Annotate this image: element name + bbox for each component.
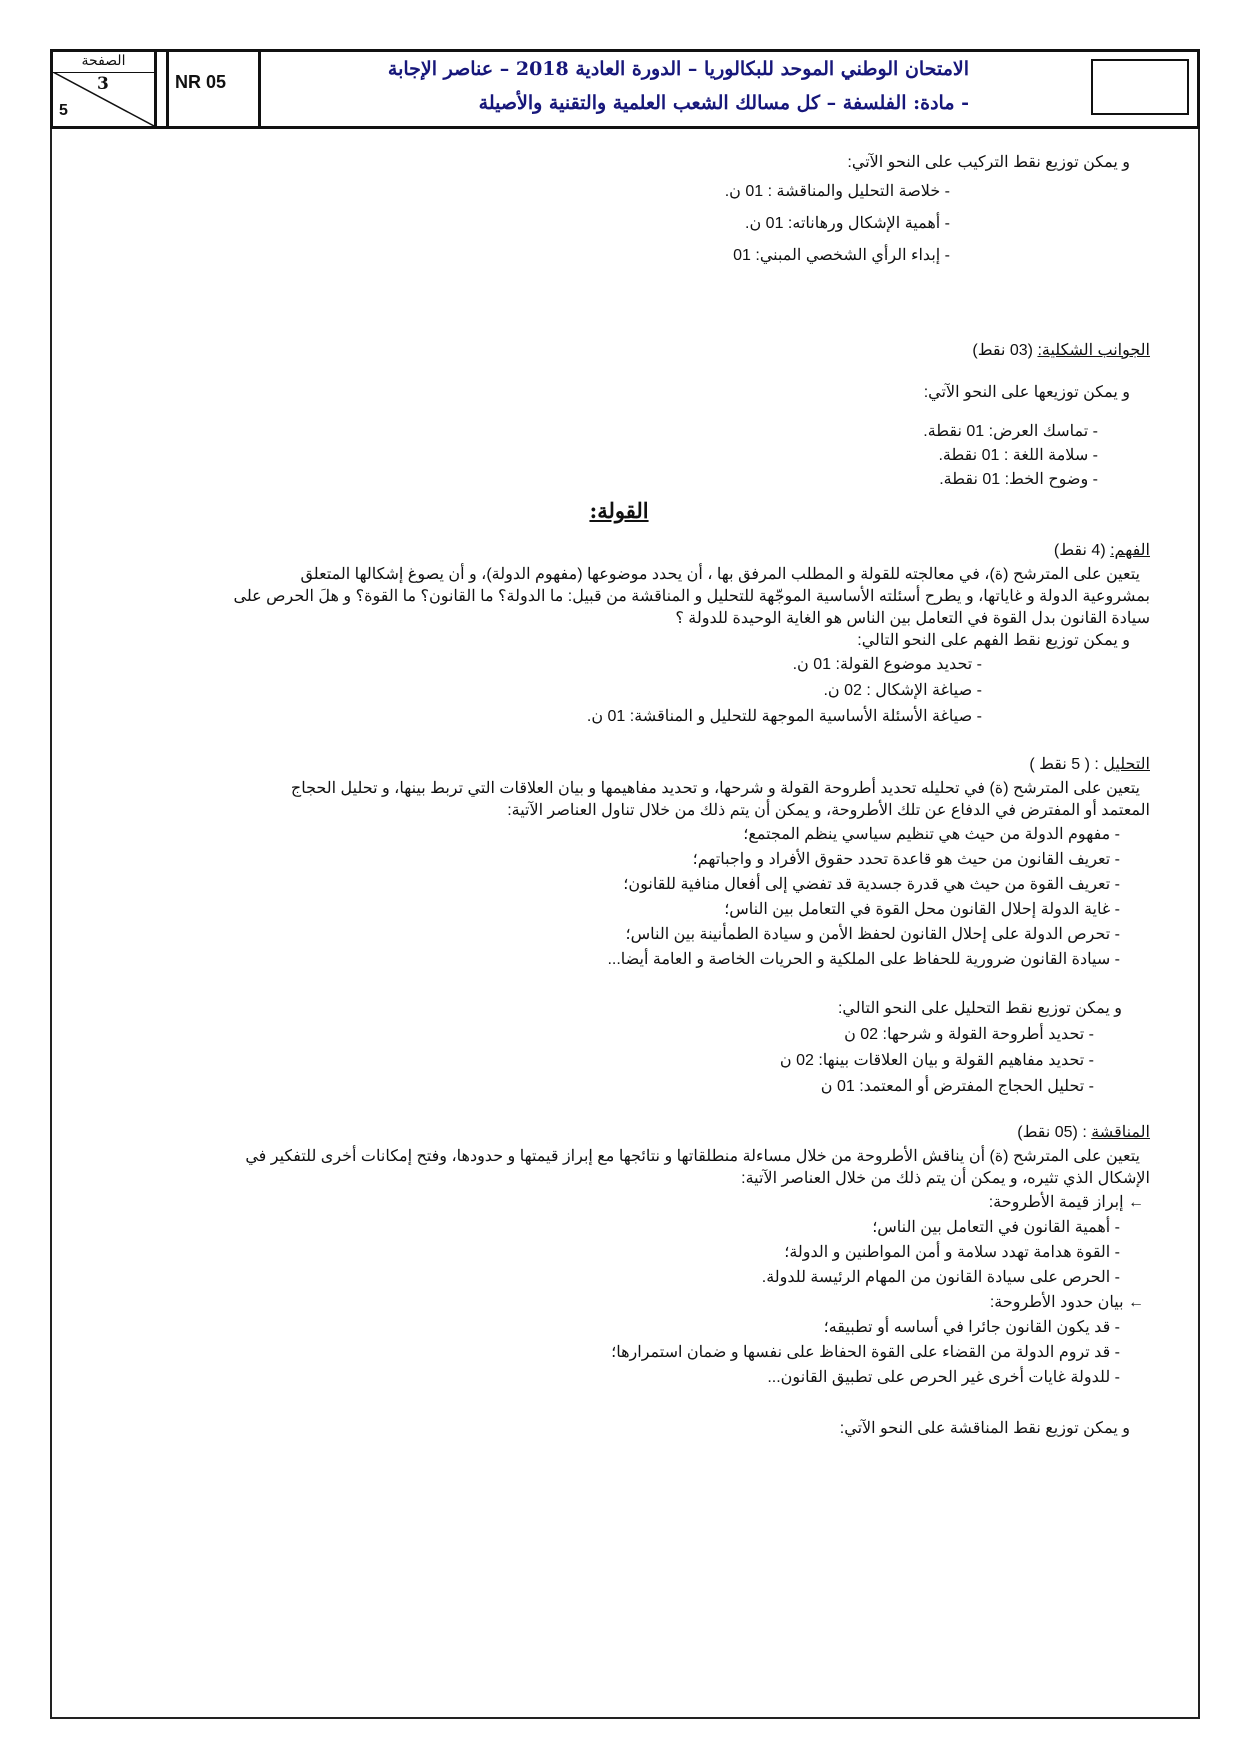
- formal-points: (03 نقط): [972, 342, 1038, 359]
- discussion-intro: و يمكن توزيع نقط المناقشة على النحو الآتي:: [839, 1420, 1130, 1437]
- list-item: - تحديد أطروحة القولة و شرحها: 02 ن: [844, 1026, 1094, 1043]
- exam-title-line1: الامتحان الوطني الموحد للبكالوريا – الدورة العادية 2018 – عناصر الإجابة: [387, 58, 969, 80]
- discussion-points: : (05 نقط): [1017, 1124, 1092, 1141]
- list-item: - تحرص الدولة على إحلال القانون لحفظ الأمن و سيادة الطمأنينة بين الناس؛: [625, 926, 1120, 943]
- exam-code: NR 05: [175, 72, 227, 92]
- discussion-heading: المناقشة: [1091, 1124, 1150, 1141]
- page-number-box: [53, 52, 157, 126]
- list-item: - سيادة القانون ضرورية للحفاظ على الملكية و الحريات الخاصة و العامة أيضا...: [607, 951, 1120, 968]
- formal-intro: و يمكن توزيعها على النحو الآتي:: [923, 384, 1130, 401]
- comprehension-heading: الفهم:: [1110, 542, 1150, 559]
- list-item: - صياغة الأسئلة الأساسية الموجهة للتحليل و المناقشة: 01 ن.: [586, 708, 982, 725]
- paragraph-line: يتعين على المترشح (ة) أن يناقش الأطروحة من خلال مساءلة منطلقاتها و نتائجها مع إبراز قيمتها و حدودها، وفتح إمكانات أخرى للتفكير في: [245, 1148, 1140, 1165]
- list-item: - مفهوم الدولة من حيث هي تنظيم سياسي ينظم المجتمع؛: [743, 826, 1120, 843]
- limits-heading: ← بيان حدود الأطروحة:: [989, 1294, 1144, 1311]
- exam-code-box: [169, 52, 261, 126]
- list-item: - وضوح الخط: 01 نقطة.: [939, 471, 1098, 488]
- page-header: [50, 49, 1200, 129]
- list-item: - خلاصة التحليل والمناقشة : 01 ن.: [724, 183, 950, 200]
- total-pages: 5: [59, 102, 68, 119]
- analysis-list: [88, 1022, 1150, 1100]
- discussion-heading-line: [88, 1120, 1150, 1146]
- analysis-paragraph: [88, 778, 1150, 822]
- discussion-paragraph: [88, 1146, 1150, 1190]
- list-item: - صياغة الإشكال : 02 ن.: [823, 682, 982, 699]
- list-item: - أهمية الإشكال ورهاناته: 01 ن.: [745, 215, 950, 232]
- list-item: - للدولة غايات أخرى غير الحرص على تطبيق القانون...: [767, 1369, 1120, 1386]
- limits-list: [88, 1315, 1150, 1390]
- list-item: - قد تروم الدولة من القضاء على القوة الحفاظ على نفسها و ضمان استمرارها؛: [611, 1344, 1120, 1361]
- analysis-intro: و يمكن توزيع نقط التحليل على النحو التالي:: [837, 1000, 1122, 1017]
- analysis-points: : ( 5 نقط ): [1029, 756, 1104, 773]
- comprehension-paragraph: [88, 564, 1150, 630]
- analysis-heading: التحليل: [1103, 756, 1150, 773]
- comprehension-heading-line: [88, 538, 1150, 564]
- value-heading: ← إبراز قيمة الأطروحة:: [988, 1194, 1144, 1211]
- list-item: - تحديد موضوع القولة: 01 ن.: [792, 656, 982, 673]
- analysis-heading-line: [88, 752, 1150, 778]
- quote-title: القولة:: [589, 498, 649, 523]
- comprehension-list: [88, 652, 1150, 730]
- paragraph-line: يتعين على المترشح (ة)، في معالجته للقولة و المطلب المرفق بها ، أن يحدد موضوعها (مفهوم الدولة)، و أن يصوغ إشكالها المتعلق: [300, 566, 1140, 583]
- list-item: - القوة هدامة تهدد سلامة و أمن المواطنين و الدولة؛: [784, 1244, 1120, 1261]
- synthesis-list: [88, 176, 1150, 272]
- paragraph-line: بمشروعية الدولة و غاياتها، و يطرح أسئلته الأساسية الموجّهة للتحليل و المناقشة من قبيل: ما الدولة؟ ما القانون؟ ما القوة؟ و هلَ الحرص على: [233, 588, 1150, 605]
- score-box: [1091, 59, 1189, 115]
- list-item: - تحليل الحجاج المفترض أو المعتمد: 01 ن: [820, 1078, 1094, 1095]
- formal-heading-line: [88, 338, 1150, 364]
- value-list: [88, 1215, 1150, 1290]
- list-item: - أهمية القانون في التعامل بين الناس؛: [872, 1219, 1120, 1236]
- list-item: - تعريف القوة من حيث هي قدرة جسدية قد تفضي إلى أفعال منافية للقانون؛: [623, 876, 1120, 893]
- page-label: الصفحة: [81, 53, 126, 69]
- list-item: - تماسك العرض: 01 نقطة.: [923, 423, 1098, 440]
- list-item: - قد يكون القانون جائرا في أساسه أو تطبيقه؛: [823, 1319, 1120, 1336]
- synthesis-intro: و يمكن توزيع نقط التركيب على النحو الآتي:: [847, 154, 1130, 171]
- exam-title-line2: - مادة: الفلسفة – كل مسالك الشعب العلمية والتقنية والأصيلة: [478, 92, 969, 114]
- list-item: - سلامة اللغة : 01 نقطة.: [938, 447, 1098, 464]
- analysis-elements: [88, 822, 1150, 972]
- discussion-elements: [88, 1190, 1150, 1390]
- comprehension-intro: و يمكن توزيع نقط الفهم على النحو التالي:: [857, 632, 1130, 649]
- comprehension-points: (4 نقط): [1053, 542, 1111, 559]
- formal-list: [88, 420, 1150, 492]
- list-item: - إبداء الرأي الشخصي المبني: 01: [733, 247, 950, 264]
- page-number: 3: [97, 74, 109, 94]
- list-item: - غاية الدولة إحلال القانون محل القوة في التعامل بين الناس؛: [724, 901, 1120, 918]
- paragraph-line: الإشكال الذي تثيره، و يمكن أن يتم ذلك من خلال العناصر الآتية:: [741, 1170, 1150, 1187]
- list-item: - تحديد مفاهيم القولة و بيان العلاقات بينها: 02 ن: [779, 1052, 1094, 1069]
- document-body: [88, 150, 1150, 1442]
- list-item: - الحرص على سيادة القانون من المهام الرئيسة للدولة.: [761, 1269, 1120, 1286]
- paragraph-line: سيادة القانون بدل القوة في التعامل بين الناس هو الغاية الوحيدة للدولة ؟: [675, 610, 1150, 627]
- formal-heading: الجوانب الشكلية:: [1037, 342, 1150, 359]
- paragraph-line: المعتمد أو المفترض في الدفاع عن تلك الأطروحة، و يمكن أن يتم ذلك من خلال تناول العناصر الآتية:: [507, 802, 1150, 819]
- list-item: - تعريف القانون من حيث هو قاعدة تحدد حقوق الأفراد و واجباتهم؛: [692, 851, 1120, 868]
- paragraph-line: يتعين على المترشح (ة) في تحليله تحديد أطروحة القولة و شرحها، و تحديد مفاهيمها و بيان العلاقات التي تربط بينها، و تحليل الحجاج: [290, 780, 1140, 797]
- exam-title: [269, 52, 1119, 126]
